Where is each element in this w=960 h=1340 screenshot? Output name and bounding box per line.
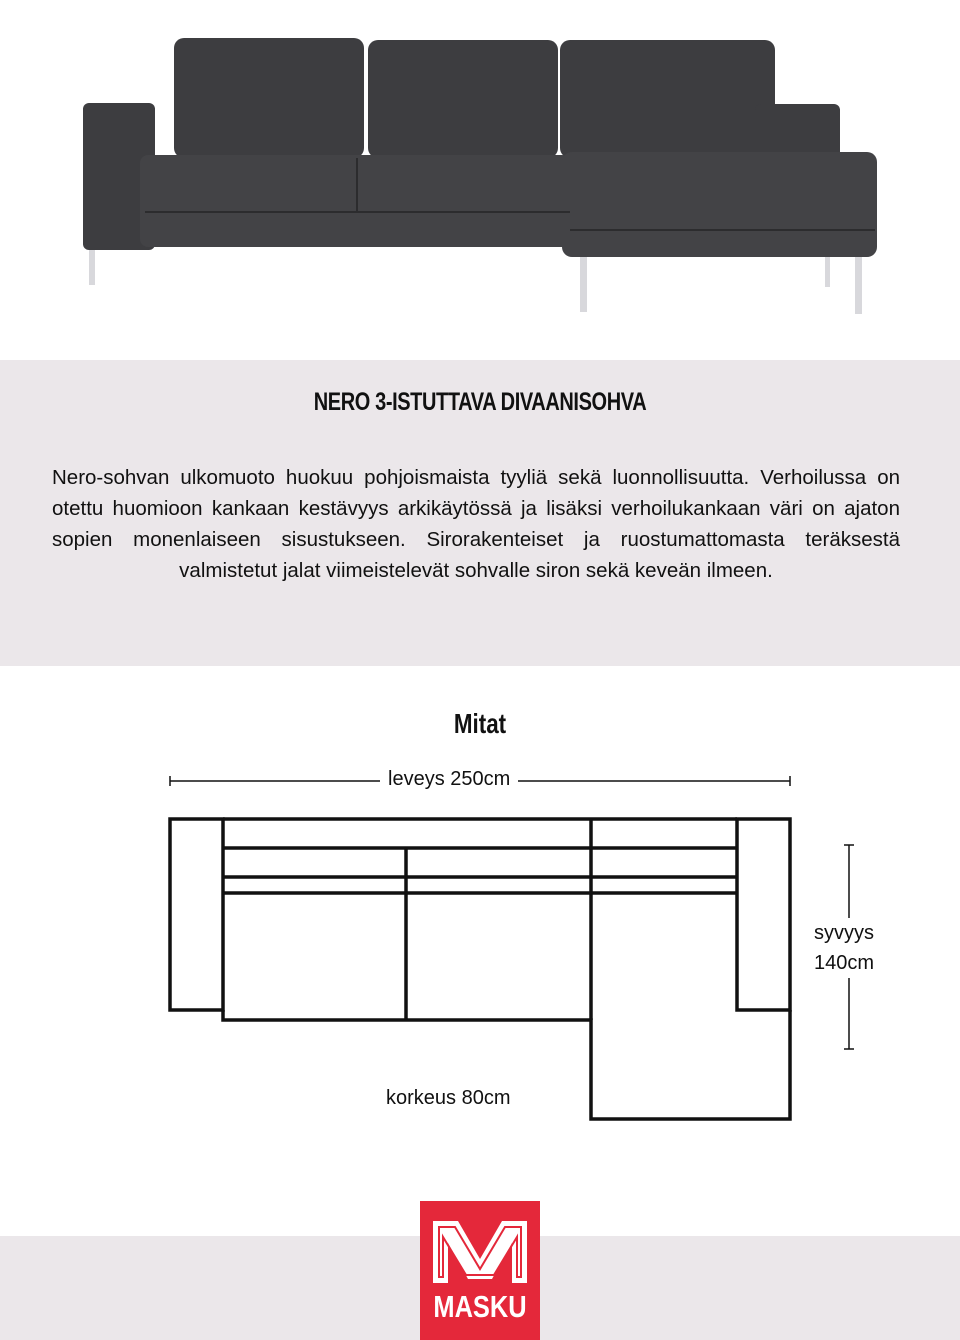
dimensions-heading: Mitat bbox=[453, 708, 507, 739]
width-label: leveys 250cm bbox=[380, 768, 518, 791]
masku-logo bbox=[420, 1201, 540, 1340]
product-title: NERO 3-ISTUTTAVA DIVAANISOHVA bbox=[313, 388, 647, 416]
depth-label-value: 140cm bbox=[814, 952, 875, 974]
height-label: korkeus 80cm bbox=[386, 1087, 511, 1109]
brand-name: MASKU bbox=[433, 1289, 527, 1324]
product-description: Nero-sohvan ulkomuoto huokuu pohjoismaista tyyliä sekä luonnollisuutta. Verhoilussa on otettu huomioon kankaan kestävyys arkikäytössä ja lisäksi verhoilukankaan väri on ajaton sopien monenlaiseen sisustukseen. Sirorakenteiset ja ruostumattomasta teräksestä valmistetut jalat viimeistelevät sohvalle siron sekä keveän ilmeen. bbox=[52, 466, 900, 582]
depth-label bbox=[806, 918, 882, 978]
depth-label-word: syvyys bbox=[814, 922, 875, 944]
m-logo-icon bbox=[420, 1201, 540, 1291]
